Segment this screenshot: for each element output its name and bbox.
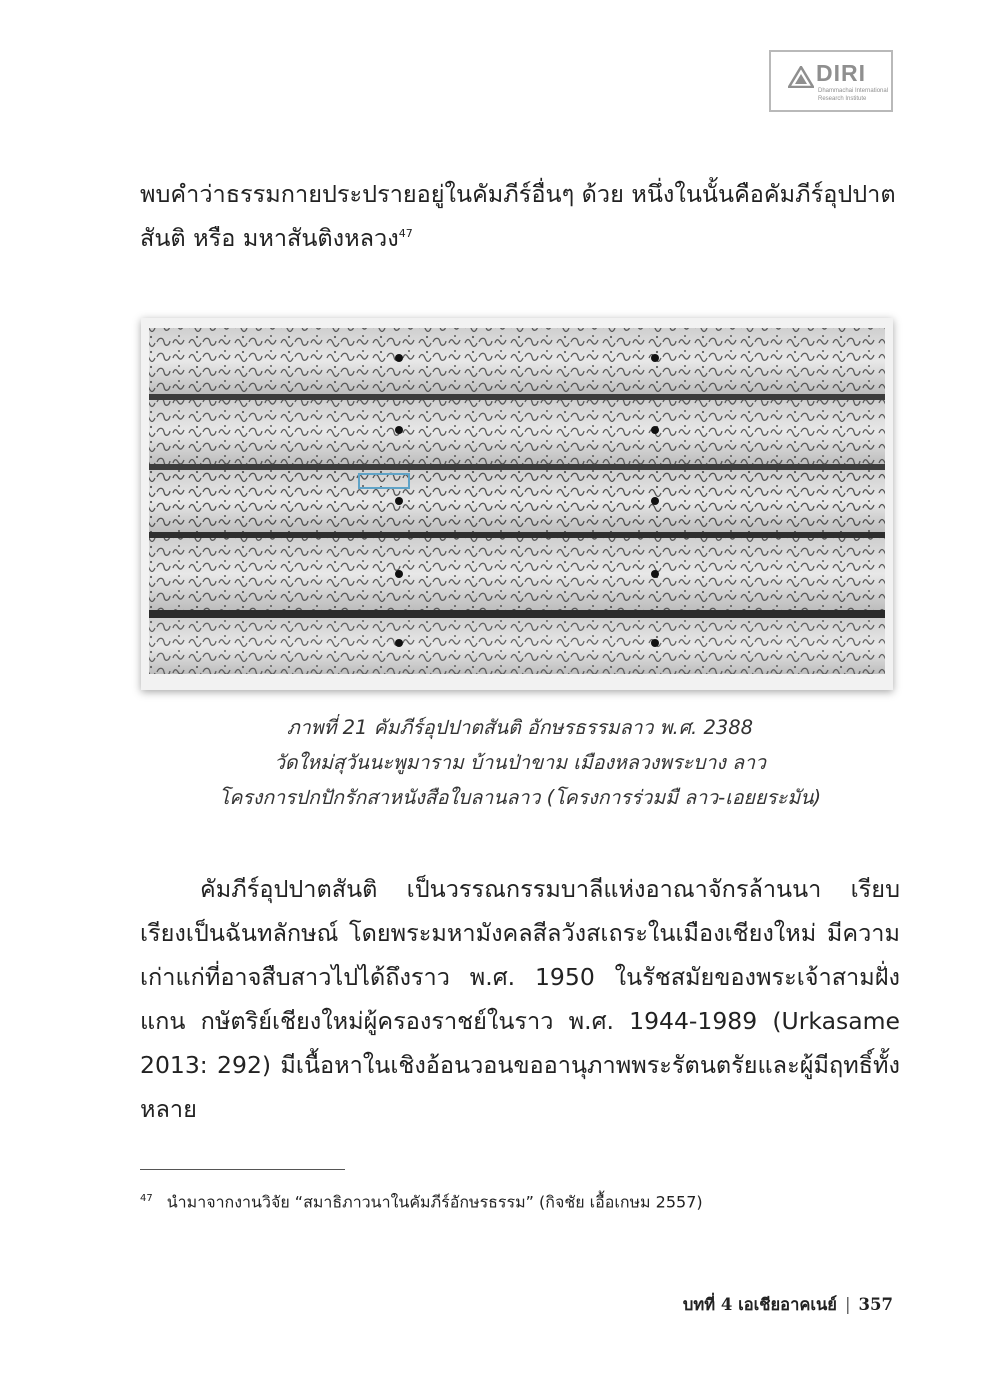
footer-separator: | <box>844 1295 851 1314</box>
diri-triangle-icon <box>788 66 814 88</box>
chapter-title: บทที่ 4 เอเชียอาคเนย์ <box>682 1295 837 1314</box>
main-paragraph: คัมภีร์อุปปาตสันติ เป็นวรรณกรรมบาลีแห่งอาณาจักรล้านนา เรียบเรียงเป็นฉันทลักษณ์ โดยพระมหามังคลสีลวังสเถระในเมืองเชียงใหม่ มีความเก่าแก่ที่อาจสืบสาวไปได้ถึงราว พ.ศ. 1950 ในรัชสมัยของพระเจ้าสามฝั่งแกน กษัตริย์เชียงใหม่ผู้ครองราชย์ในราว พ.ศ. 1944-1989 (Urkasame 2013: 292) มีเนื้อหาในเชิงอ้อนวอนขออานุภาพพระรัตนตรัยและผู้มีฤทธิ์ทั้งหลาย <box>140 875 900 1123</box>
caption-line-2: วัดใหม่สุวันนะพูมาราม บ้านป่าขาม เมืองหลวงพระบาง ลาว <box>273 751 766 774</box>
figure-caption <box>140 710 900 815</box>
caption-line-3: โครงการปกปักรักสาหนังสือใบลานลาว (โครงการร่วมมื ลาว-เอยยระมัน) <box>218 786 822 809</box>
diri-logo <box>769 50 893 112</box>
page-number: 357 <box>858 1295 893 1314</box>
leaf-group <box>149 328 885 674</box>
footnote-text: นำมาจากงานวิจัย “สมาธิภาวนาในคัมภีร์อักษรธรรม” (กิจชัย เอื้อเกษม 2557) <box>166 1192 703 1212</box>
logo-subtitle <box>818 87 894 103</box>
intro-paragraph-text: พบคำว่าธรรมกายประปรายอยู่ในคัมภีร์อื่นๆ ด้วย หนึ่งในนั้นคือคัมภีร์อุปปาต สันติ หรือ มหาสันติงหลวง <box>140 180 896 252</box>
footnote-divider <box>140 1169 345 1170</box>
palm-leaf-manuscript-image <box>141 318 893 690</box>
running-footer <box>683 1292 893 1318</box>
intro-paragraph <box>140 172 900 260</box>
caption-line-1: ภาพที่ 21 คัมภีร์อุปปาตสันติ อักษรธรรมลาว พ.ศ. 2388 <box>286 716 754 739</box>
manuscript-figure <box>141 318 893 690</box>
footnote-reference[interactable]: 47 <box>398 227 413 241</box>
logo-subtitle-line1: Dhammachai International <box>818 88 889 94</box>
footnote <box>140 1187 900 1214</box>
logo-name: DIRI <box>816 60 866 86</box>
logo-subtitle-line2: Research Institute <box>818 96 867 102</box>
footnote-number: 47 <box>140 1193 153 1204</box>
